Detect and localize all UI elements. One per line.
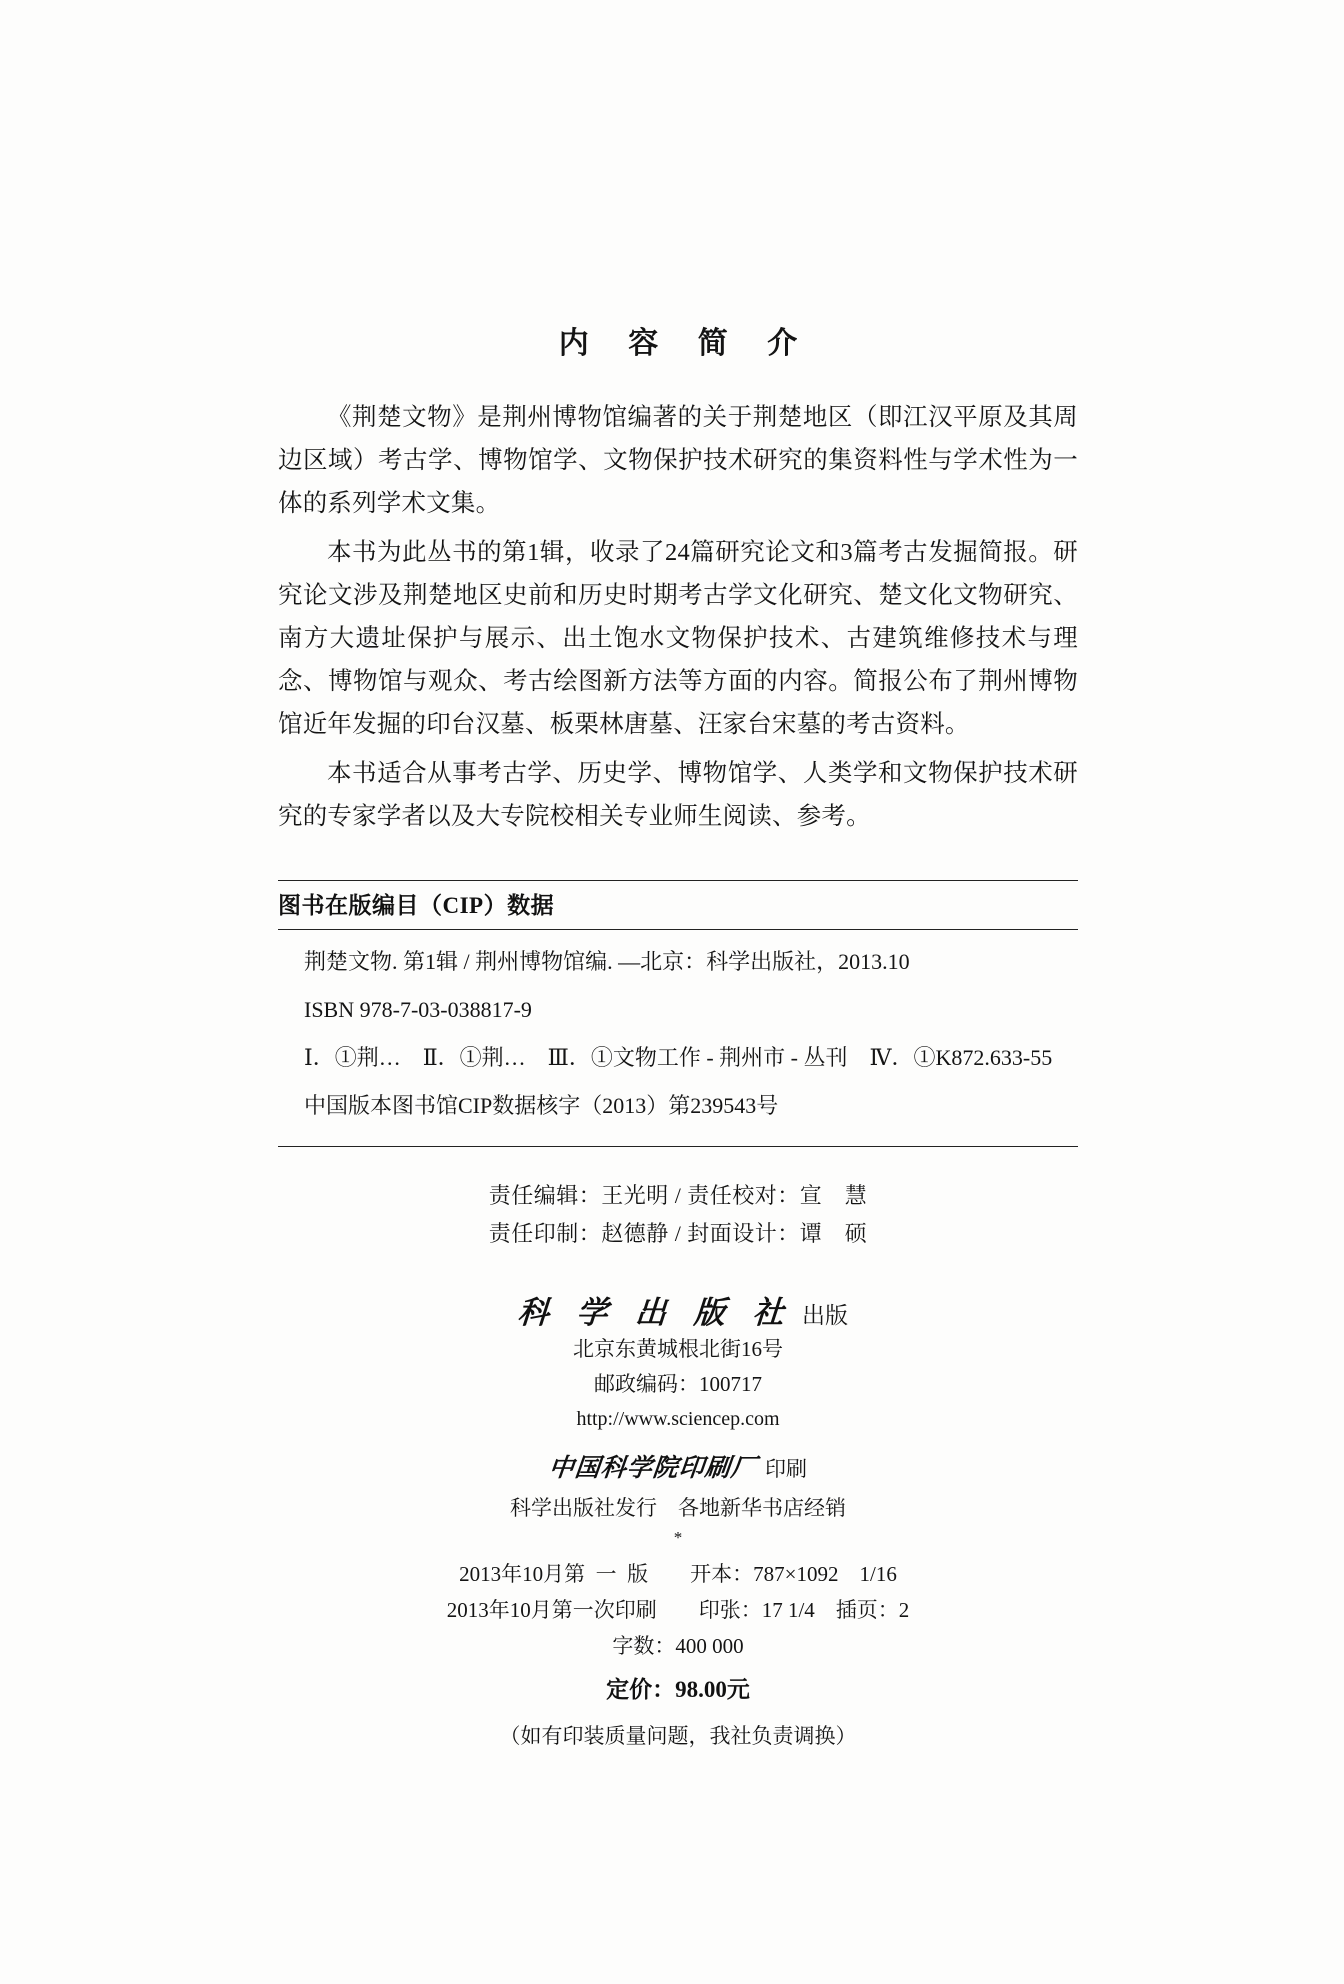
- quality-note: （如有印装质量问题，我社负责调换）: [499, 1724, 857, 1748]
- credit-line: 责任编辑：王光明 / 责任校对：宣 慧: [488, 1183, 868, 1208]
- printer-line: [278, 1448, 1078, 1484]
- press-line: [278, 1287, 1078, 1332]
- publisher-suffix: 出版: [802, 1303, 848, 1328]
- imprint-block: [278, 1556, 1078, 1756]
- publisher-website[interactable]: http://www.sciencep.com: [576, 1408, 780, 1430]
- cip-bottom-rule: [278, 1146, 1078, 1147]
- publisher-postcode: 邮政编码：100717: [594, 1372, 762, 1396]
- imprint-row: 2013年10月第一次印刷 印张：17 1/4 插页：2: [446, 1598, 910, 1622]
- cip-line: 荆楚文物. 第1辑 / 荆州博物馆编. —北京：科学出版社，2013.10: [304, 949, 910, 974]
- summary-paragraph: 《荆楚文物》是荆州博物馆编著的关于荆楚地区（即江汉平原及其周边区域）考古学、博物馆学、文物保护技术研究的集资料性与学术性为一体的系列学术文集。: [278, 404, 1078, 517]
- cip-block: [278, 880, 1078, 1147]
- page-title: 内 容 简 介: [558, 327, 814, 360]
- summary-section: [278, 396, 1078, 838]
- distribution-line: 科学出版社发行 各地新华书店经销: [510, 1496, 846, 1520]
- cip-body: [278, 930, 1078, 1146]
- cip-heading: 图书在版编目（CIP）数据: [278, 893, 555, 918]
- page-content: [278, 318, 1078, 1756]
- cip-line: Ⅰ．①荆… Ⅱ．①荆… Ⅲ．①文物工作 - 荆州市 - 丛刊 Ⅳ．①K872.633-55: [304, 1045, 1053, 1070]
- cip-line: 中国版本图书馆CIP数据核字（2013）第239543号: [304, 1093, 779, 1118]
- imprint-row: 字数：400 000: [612, 1634, 744, 1658]
- printer-logo: 中国科学院印刷厂: [547, 1455, 759, 1482]
- publisher-block: [278, 1287, 1078, 1548]
- publisher-address: 北京东黄城根北街16号: [573, 1337, 783, 1361]
- price-line: 定价：98.00元: [606, 1677, 750, 1702]
- printer-suffix: 印刷: [765, 1457, 807, 1481]
- summary-paragraph: 本书为此丛书的第1辑，收录了24篇研究论文和3篇考古发掘简报。研究论文涉及荆楚地区史前和历史时期考古学文化研究、楚文化文物研究、南方大遗址保护与展示、出土饱水文物保护技术、古建筑维修技术与理念、博物馆与观众、考古绘图新方法等方面的内容。简报公布了荆州博物馆近年发掘的印台汉墓、板栗林唐墓、汪家台宋墓的考古资料。: [278, 539, 1078, 738]
- imprint-row: 2013年10月第 一 版 开本：787×1092 1/16: [459, 1562, 897, 1586]
- summary-paragraph: 本书适合从事考古学、历史学、博物馆学、人类学和文物保护技术研究的专家学者以及大专院校相关专业师生阅读、参考。: [278, 760, 1078, 830]
- staff-credits: [278, 1177, 1078, 1253]
- separator-asterisk: *: [673, 1528, 683, 1547]
- publisher-logo: 科 学 出 版 社: [516, 1295, 796, 1330]
- credit-line: 责任印制：赵德静 / 封面设计：谭 硕: [488, 1221, 868, 1246]
- cip-line: ISBN 978-7-03-038817-9: [304, 997, 532, 1022]
